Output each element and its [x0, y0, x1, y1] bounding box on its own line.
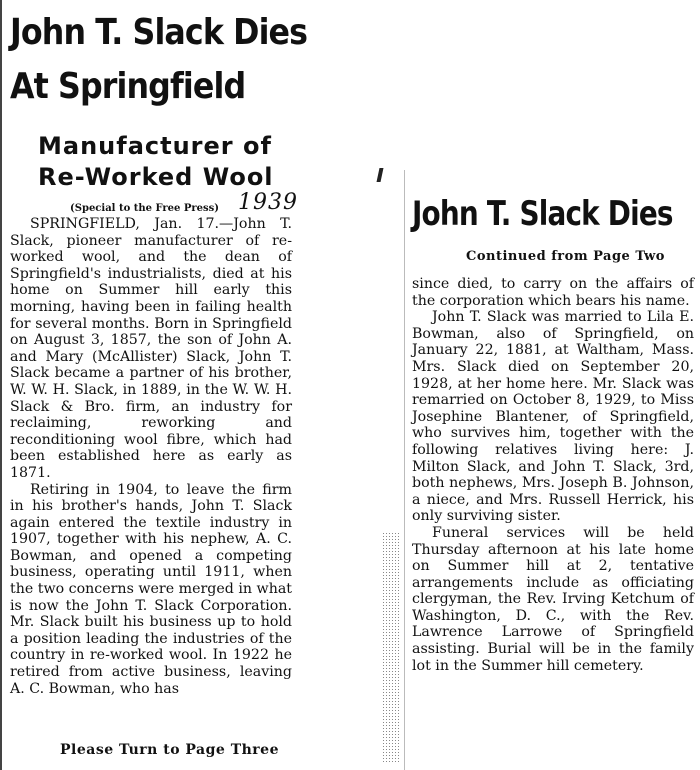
right-paragraph-3: Funeral services will be held Thursday afternoon at his late home on Summer hill at 2, tentative arrangements include as officiating clergyman, the Rev. Irving Ketchum of Washington, D. C., with the Rev. Lawrence Larrowe of Springfield assisting. Burial will be in the family lot in the Summer hill cemetery.: [412, 524, 694, 674]
headline-line-2: At Springfield: [10, 66, 246, 107]
left-paragraph-1: SPRINGFIELD, Jan. 17.—John T. Slack, pioneer manufacturer of re-worked wool, and the dean of Springfield's industrialists, died at his home on Summer hill early this morning, having been in failing health for several months. Born in Springfield on August 3, 1857, the son of John A. and Mary (McAllister) Slack, John T. Slack became a partner of his brother, W. W. H. Slack, in 1889, in the W. W. H. Slack & Bro. firm, an industry for reclaiming, reworking and reconditioning wool fibre, which had been established here as early as 1871.: [10, 216, 292, 481]
right-paragraph-1: since died, to carry on the affairs of the corporation which bears his name.: [412, 276, 694, 309]
right-article-body: [412, 276, 694, 674]
ink-mark: [377, 168, 384, 182]
subhead-line-1: Manufacturer of: [38, 132, 272, 160]
subhead-line-2: Re-Worked Wool: [38, 163, 274, 191]
halftone-edge: [382, 532, 400, 762]
left-article-body: [10, 216, 292, 697]
continued-headline: John T. Slack Dies: [412, 194, 673, 234]
headline-line-1: John T. Slack Dies: [10, 12, 308, 53]
right-paragraph-2: John T. Slack was married to Lila E. Bowman, also of Springfield, on January 22, 1881, at Waltham, Mass. Mrs. Slack died on September 20, 1928, at her home here. Mr. Slack was remarried on October 8, 1929, to Miss Josephine Blantener, of Springfield, who survives him, together with the following relatives living here: J. Milton Slack, and John T. Slack, 3rd, both nephews, Mrs. Joseph B. Johnson, a niece, and Mrs. Russell Herrick, his only surviving sister.: [412, 309, 694, 525]
continued-from-label: Continued from Page Two: [466, 249, 665, 264]
left-paragraph-2: Retiring in 1904, to leave the firm in his brother's hands, John T. Slack again entered the textile industry in 1907, together with his nephew, A. C. Bowman, and opened a competing business, operating until 1911, when the two concerns were merged in what is now the John T. Slack Corporation. Mr. Slack built his business up to hold a position leading the industries of the country in re-worked wool. In 1922 he retired from active business, leaving A. C. Bowman, who has: [10, 481, 292, 697]
turn-page-note: Please Turn to Page Three: [60, 742, 279, 758]
handwritten-year: 1939: [238, 190, 298, 215]
clipping-edge: [404, 170, 405, 770]
credit-line: (Special to the Free Press): [70, 203, 219, 214]
